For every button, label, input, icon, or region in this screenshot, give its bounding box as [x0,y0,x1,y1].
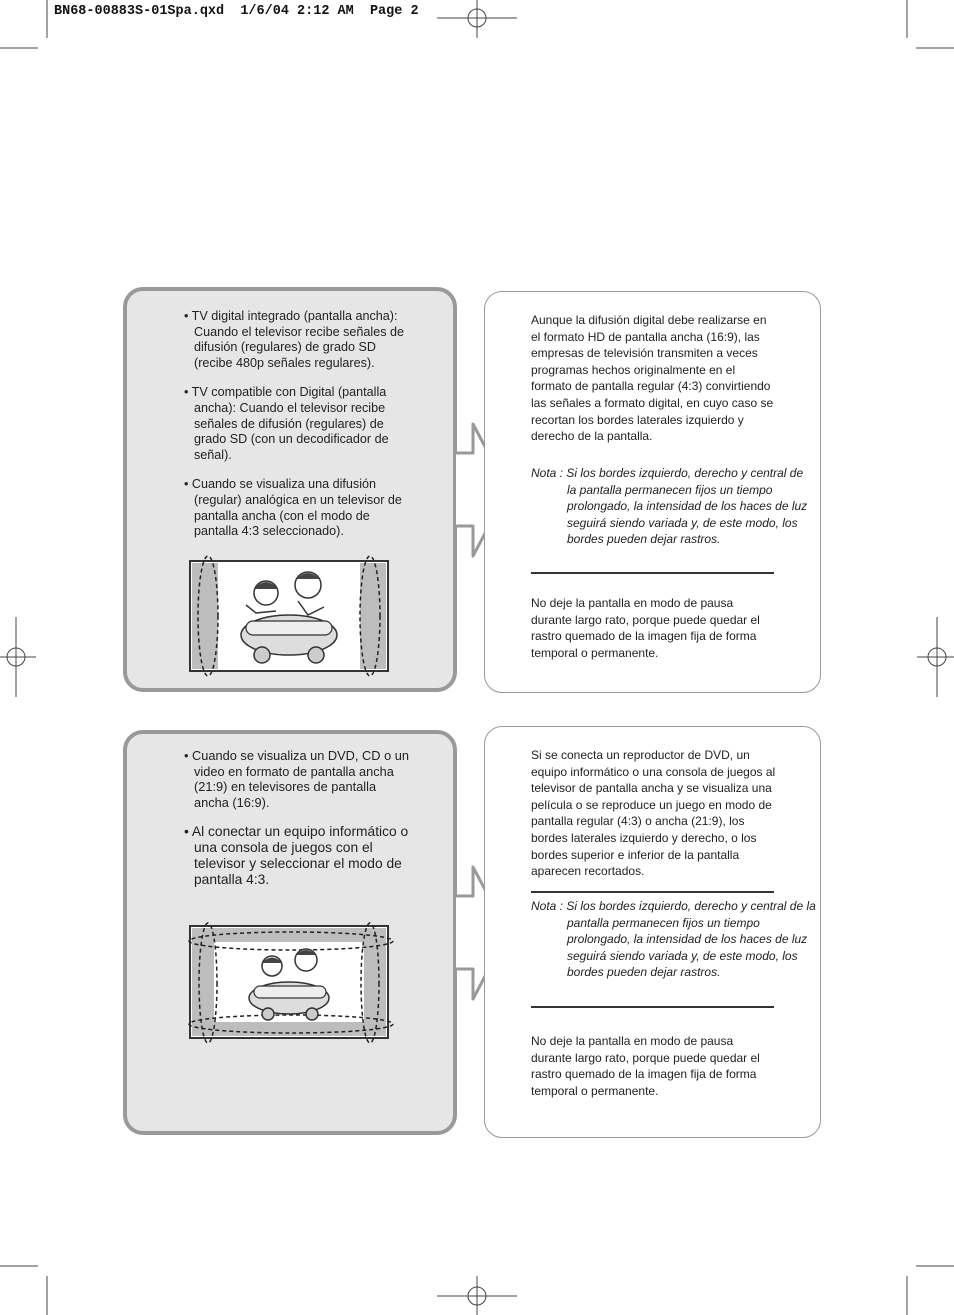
bullet-item: • TV digital integrado (pantalla ancha): Cuando el televisor recibe señales de difusión (regulares) de grado SD (recibe 480p señales regulares). [184,309,405,370]
bullet-list-1 [184,309,409,554]
warning-text-1: No deje la pantalla en modo de pausa durante largo rato, porque puede quedar el rastro quemado de la imagen fija de forma temporal o permanente. [531,596,760,660]
bullet-item: • Cuando se visualiza una difusión (regular) analógica en un televisor de pantalla ancha (con el modo de pantalla 4:3 seleccionado). [184,477,402,539]
divider-1 [531,572,774,574]
tv-illustration-4-3 [186,555,392,681]
info-paragraph-1: Aunque la difusión digital debe realizarse en el formato HD de pantalla ancha (16:9), las empresas de televisión transmiten a veces programas hechos originalmente en el formato de pantalla regular (4:3) convirtiendo las señales a formato digital, en cuyo caso se recortan los bordes laterales izquierdo y derecho de la pantalla. [531,313,774,444]
note-2: Nota : Si los bordes izquierdo, derecho y central de la pantalla permanecen fijos un tiempo prolongado, la intensidad de los haces de luz seguirá siendo variada y, de este modo, los bordes pueden dejar rastros. [531,899,816,980]
tv-illustration-letterbox [186,920,396,1048]
info-paragraph-2: Si se conecta un reproductor de DVD, un equipo informático o una consola de juegos al televisor de pantalla ancha y se visualiza una película o se reproduce un juego en modo de pantalla regular (4:3) o ancha (21:9), los bordes laterales izquierdo y derecho, o los bordes superior e inferior de la pantalla aparecen recortados. [531,748,776,879]
note-1: Nota : Si los bordes izquierdo, derecho y central de la pantalla permanecen fijos un tiempo prolongado, la intensidad de los haces de luz seguirá siendo variada y, de este modo, los bordes pueden dejar rastros. [531,466,808,547]
warning-text-2: No deje la pantalla en modo de pausa durante largo rato, porque puede quedar el rastro quemado de la imagen fija de forma temporal o permanente. [531,1034,760,1098]
bullet-item: • Al conectar un equipo informático o una consola de juegos con el televisor y seleccionar el modo de pantalla 4:3. [184,824,409,887]
bullet-list-2 [184,748,412,902]
print-header: BN68-00883S-01Spa.qxd 1/6/04 2:12 AM Page 2 [54,4,419,19]
divider-2-bottom [531,1006,774,1008]
bullet-item: • TV compatible con Digital (pantalla ancha): Cuando el televisor recibe señales de difusión (regulares) de grado SD (con un decodificador de señal). [184,385,389,462]
bullet-item: • Cuando se visualiza un DVD, CD o un video en formato de pantalla ancha (21:9) en televisores de pantalla ancha (16:9). [184,748,409,810]
divider-2-top [531,891,774,893]
